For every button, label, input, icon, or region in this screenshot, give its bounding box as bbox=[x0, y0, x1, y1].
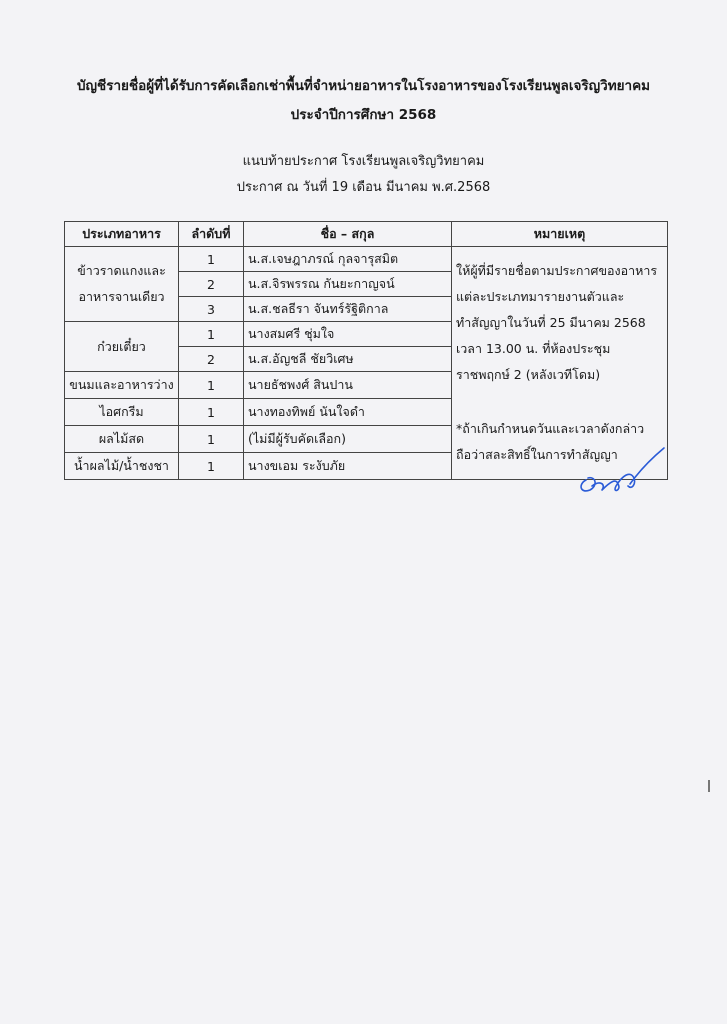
signature bbox=[572, 440, 668, 500]
scan-mark bbox=[708, 780, 710, 792]
order-cell: 1 bbox=[179, 322, 244, 347]
name-cell: น.ส.อัญชลี ชัยวิเศษ bbox=[244, 347, 452, 372]
note-line: ราชพฤกษ์ 2 (หลังเวทีโดม) bbox=[456, 367, 601, 382]
name-cell: นางทองทิพย์ นันใจดำ bbox=[244, 399, 452, 426]
category-label: ข้าวราดแกงและ bbox=[77, 263, 166, 278]
category-cell: น้ำผลไม้/น้ำชงชา bbox=[65, 453, 179, 480]
category-cell bbox=[65, 322, 179, 372]
warning-line: *ถ้าเกินกำหนดวันและเวลาดังกล่าว bbox=[456, 421, 645, 436]
table-header-row bbox=[65, 222, 668, 247]
name-cell: น.ส.เจษฎาภรณ์ กุลจารุสมิต bbox=[244, 247, 452, 272]
attachment-line: แนบท้ายประกาศ โรงเรียนพูลเจริญวิทยาคม bbox=[242, 154, 485, 169]
category-cell: ไอศกรีม bbox=[65, 399, 179, 426]
order-cell: 1 bbox=[179, 247, 244, 272]
category-cell bbox=[65, 247, 179, 322]
column-header-note: หมายเหตุ bbox=[452, 222, 668, 247]
column-header-category: ประเภทอาหาร bbox=[65, 222, 179, 247]
order-cell: 1 bbox=[179, 426, 244, 453]
order-cell: 3 bbox=[179, 297, 244, 322]
note-line: เวลา 13.00 น. ที่ห้องประชุม bbox=[456, 341, 611, 356]
note-line: ทำสัญญาในวันที่ 25 มีนาคม 2568 bbox=[456, 315, 646, 330]
name-cell: นางขเอม ระงับภัย bbox=[244, 453, 452, 480]
name-cell: นางสมศรี ชุ่มใจ bbox=[244, 322, 452, 347]
category-label: อาหารจานเดียว bbox=[78, 289, 165, 304]
table-row bbox=[65, 247, 668, 272]
order-cell: 1 bbox=[179, 453, 244, 480]
order-cell: 1 bbox=[179, 372, 244, 399]
category-label: ก๋วยเตี๋ยว bbox=[97, 338, 146, 354]
name-cell: นายธัชพงศ์ สินปาน bbox=[244, 372, 452, 399]
note-line: ให้ผู้ที่มีรายชื่อตามประกาศของอาหาร bbox=[456, 263, 658, 278]
warning-line: ถือว่าสละสิทธิ์ในการทำสัญญา bbox=[456, 447, 618, 462]
document-title: บัญชีรายชื่อผู้ที่ได้รับการคัดเลือกเช่าพื้นที่จำหน่ายอาหารในโรงอาหารของโรงเรียนพูลเจริญวิทยาคม bbox=[76, 78, 651, 94]
order-cell: 1 bbox=[179, 399, 244, 426]
category-cell: ผลไม้สด bbox=[65, 426, 179, 453]
name-cell: น.ส.จิรพรรณ กันยะกาญจน์ bbox=[244, 272, 452, 297]
document-subtitle: ประจำปีการศึกษา 2568 bbox=[290, 107, 437, 123]
column-header-name: ชื่อ – สกุล bbox=[244, 222, 452, 247]
order-cell: 2 bbox=[179, 347, 244, 372]
announcement-date: ประกาศ ณ วันที่ 19 เดือน มีนาคม พ.ศ.2568 bbox=[236, 180, 491, 195]
column-header-order: ลำดับที่ bbox=[179, 222, 244, 247]
name-cell: น.ส.ชลธีรา จันทร์รัฐิติกาล bbox=[244, 297, 452, 322]
order-cell: 2 bbox=[179, 272, 244, 297]
note-line: แต่ละประเภทมารายงานตัวและ bbox=[456, 289, 625, 304]
name-cell: (ไม่มีผู้รับคัดเลือก) bbox=[244, 426, 452, 453]
category-cell: ขนมและอาหารว่าง bbox=[65, 372, 179, 399]
